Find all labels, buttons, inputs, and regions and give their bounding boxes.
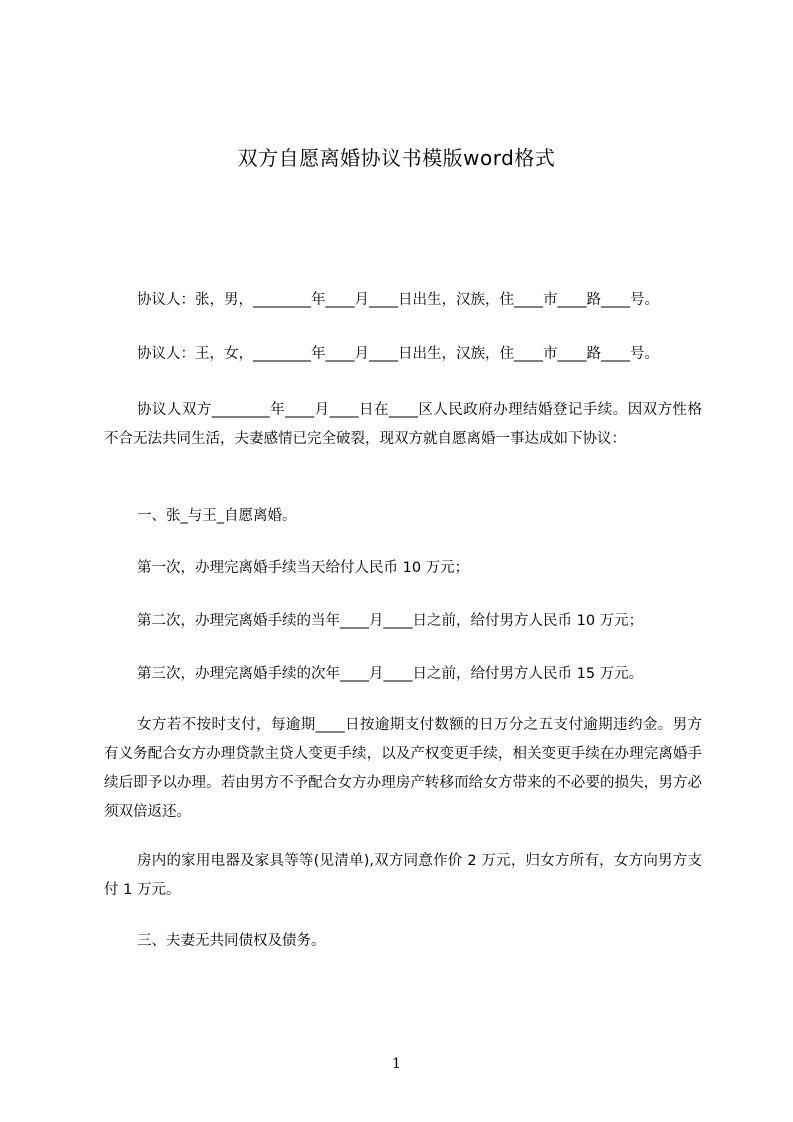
- party-1-line: 协议人：张，男，________年____月____日出生，汉族，住____市____路____号。: [137, 292, 659, 308]
- page-number: 1: [392, 1056, 401, 1072]
- payment-1-line: 第一次，办理完离婚手续当天给付人民币 10 万元；: [137, 560, 470, 576]
- party-2-line: 协议人：王，女，________年____月____日出生，汉族，住____市____路____号。: [137, 346, 659, 362]
- penalty-paragraph: 女方若不按时支付，每逾期____日按逾期支付数额的日万分之五支付逾期违约金。男方有义务配合女方办理贷款主贷人变更手续，以及产权变更手续，相关变更手续在办理完离婚手续后即予以办理。若由男方不予配合女方办理房产转移而给女方带来的不必要的损失，男方必须双倍返还。: [104, 717, 702, 820]
- payment-2-line: 第二次，办理完离婚手续的当年____月____日之前，给付男方人民币 10 万元；: [137, 613, 644, 629]
- intro-paragraph: 协议人双方________年____月____日在____区人民政府办理结婚登记手续。因双方性格不合无法共同生活，夫妻感情已完全破裂，现双方就自愿离婚一事达成如下协议：: [104, 402, 702, 447]
- furniture-paragraph: 房内的家用电器及家具等等(见清单),双方同意作价 2 万元，归女方所有，女方向男方支付 1 万元。: [104, 853, 702, 898]
- clause-1-line: 一、张_与王_自愿离婚。: [137, 508, 297, 524]
- document-title: 双方自愿离婚协议书模版word格式: [237, 146, 556, 170]
- payment-3-line: 第三次，办理完离婚手续的次年____月____日之前，给付男方人民币 15 万元。: [137, 666, 644, 682]
- clause-3-line: 三、夫妻无共同债权及债务。: [137, 933, 326, 949]
